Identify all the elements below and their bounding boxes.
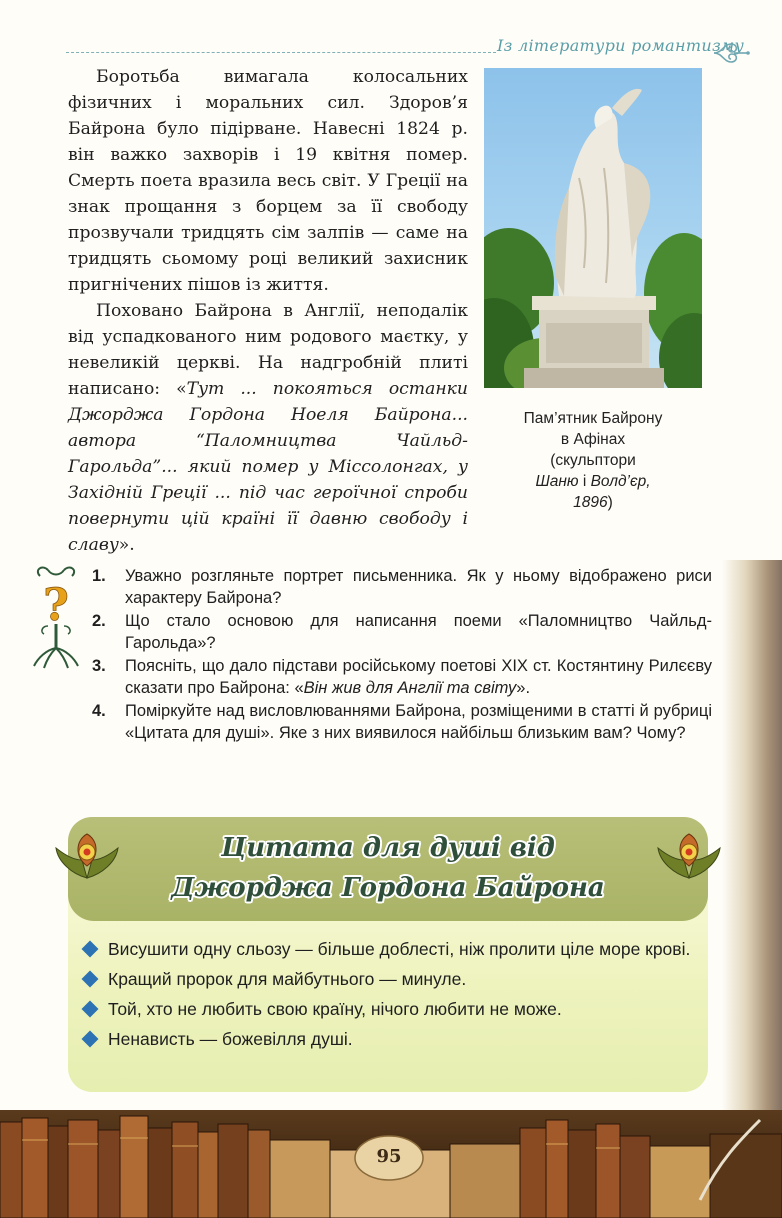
question-text: Уважно розгляньте портрет письменника. Як у ньому відображено риси характеру Байрона?: [125, 567, 712, 607]
paragraph-burial: [68, 298, 468, 558]
caption-year-line: [484, 492, 702, 513]
question-number: 4.: [92, 702, 106, 720]
byron-monument-photo: [484, 68, 702, 388]
quote-title-line: Цитата для душі від: [221, 833, 555, 863]
quote-item: [84, 968, 694, 991]
caption-close: ): [607, 494, 613, 511]
main-article-text: [68, 64, 468, 558]
diamond-bullet-icon: [82, 971, 99, 988]
diamond-bullet-icon: [82, 1001, 99, 1018]
quote-text: Кращий пророк для майбутнього — минуле.: [108, 969, 467, 989]
caption-line: в Афінах: [560, 431, 626, 448]
quote-text: Той, хто не любить свою країну, нічого любити не може.: [108, 999, 562, 1019]
quote-box-title: [68, 828, 708, 908]
question-text: Поясніть, що дало підстави російському поетові XIX ст. Костянтину Рилєєву сказати про Байрона: «: [125, 657, 712, 697]
monument-image: [484, 68, 702, 388]
sculptor-name: Волд’єр,: [590, 473, 651, 490]
caption-line: Пам’ятник Байрону: [523, 410, 663, 427]
quote-item: [84, 1028, 694, 1051]
question-number: 3.: [92, 657, 106, 675]
questions-list: [92, 566, 712, 746]
quote-list: [84, 938, 694, 1058]
burial-text-end: ».: [118, 535, 135, 555]
question-text: Поміркуйте над висловлюваннями Байрона, розміщеними в статті й рубриці «Цитата для душі». Яке з них виявилося найбільш близьким вам? Чому?: [125, 702, 712, 742]
quote-text: Ненависть — божевілля душі.: [108, 1029, 353, 1049]
question-item: [92, 656, 712, 699]
quote-title-line: Джорджа Гордона Байрона: [171, 873, 605, 903]
page-number: 95: [376, 1146, 402, 1167]
quote-text: Висушити одну сльозу — більше доблесті, ніж пролити ціле море крові.: [108, 939, 691, 959]
quote-item: [84, 938, 694, 961]
header-divider: [66, 52, 496, 53]
question-quote: Він жив для Англії та світу: [303, 678, 517, 697]
question-text-end: ».: [516, 678, 531, 697]
epitaph-text: Тут ... покояться останки Джорджа Гордона Ноеля Байрона... автора “Паломництва Чайльд-Гарольда”... який помер у Міссолонгах, у Західній Греції ... під час героїчної спроби повернути цій країні її давню свободу і славу: [68, 379, 468, 555]
burial-text: Поховано Байрона в Англії, неподалік від успадкованого ним родового маєтку, у невеликій церкві. На надгробній плиті написано: «: [68, 301, 468, 399]
diamond-bullet-icon: [82, 941, 99, 958]
caption-year: 1896: [573, 494, 608, 511]
running-header: Із літератури романтизму: [497, 36, 745, 55]
caption-sculptors: [484, 471, 702, 492]
question-item: [92, 701, 712, 744]
diamond-bullet-icon: [82, 1031, 99, 1048]
quote-item: [84, 998, 694, 1021]
question-mark-icon: [28, 562, 84, 670]
caption-line: (скульптори: [550, 452, 636, 469]
question-text: Що стало основою для написання поеми «Паломництво Чайльд-Гарольда»?: [125, 612, 712, 652]
svg-text:?: ?: [43, 580, 69, 631]
header-ornament-icon: [712, 38, 750, 68]
paragraph-death: Боротьба вимагала колосальних фізичних і моральних сил. Здоров’я Байрона було підірване. Навесні 1824 р. він важко захворів і 19 квітня помер. Смерть поета вразила весь світ. У Греції на знак прощання з борцем за її свободу прозвучали тридцять сім залпів — саме на тридцять сьомому році великий захисник пригнічених пішов із життя.: [68, 67, 468, 295]
side-painting-edge: [722, 560, 782, 1120]
question-number: 2.: [92, 612, 106, 630]
photo-caption: [484, 408, 702, 513]
question-item: [92, 566, 712, 609]
question-item: [92, 611, 712, 654]
sculptor-name: Шаню: [535, 473, 579, 490]
question-number: 1.: [92, 567, 106, 585]
caption-and: і: [578, 473, 591, 490]
